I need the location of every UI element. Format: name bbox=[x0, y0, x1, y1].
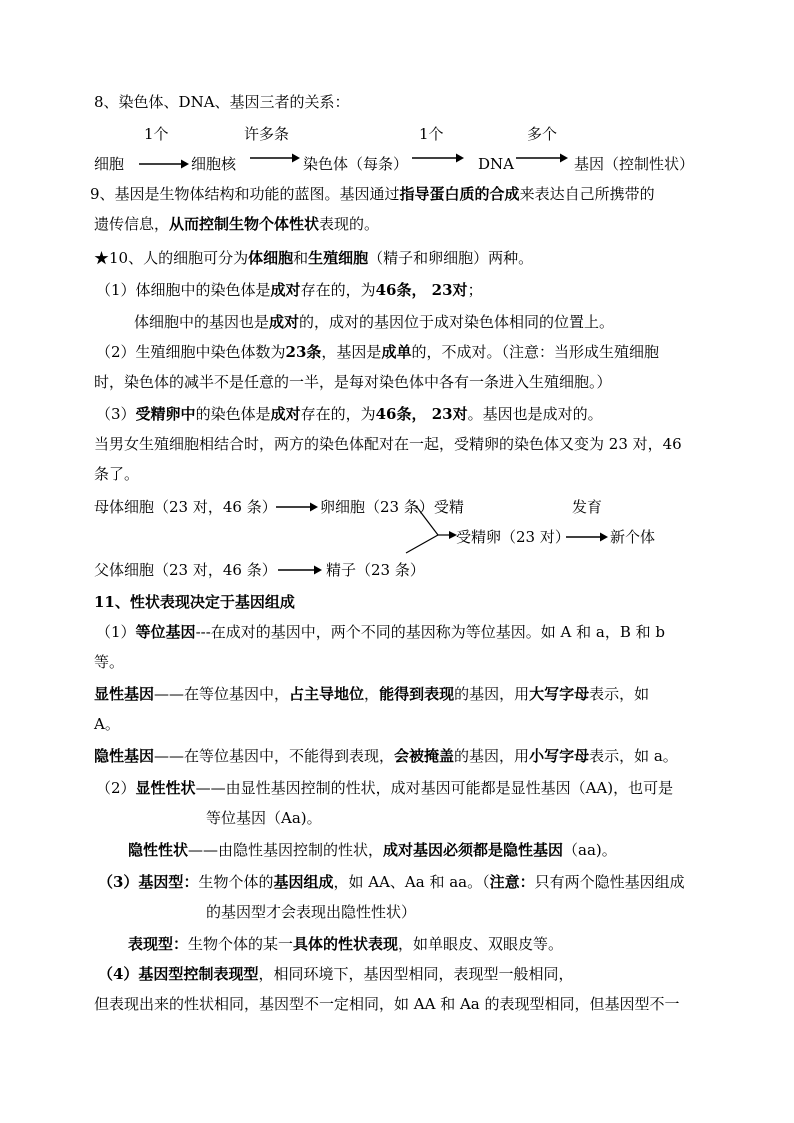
genotype-def-line-2: 的基因型才会表现出隐性性状） bbox=[206, 903, 417, 921]
dominant-trait-def-line-2: 等位基因（Aa)。 bbox=[206, 809, 322, 827]
arrow-icon bbox=[516, 151, 568, 165]
genotype-controls-phenotype-line-2: 但表现出来的性状相同，基因型不一定相同，如 AA 和 Aa 的表现型相同，但基因型不一 bbox=[94, 995, 680, 1013]
section-10-item-1-sub: 体细胞中的基因也是成对的，成对的基因位于成对染色体相同的位置上。 bbox=[134, 313, 615, 331]
recessive-trait-def: 隐性性状——由隐性基因控制的性状，成对基因必须都是隐性基因（aa)。 bbox=[128, 841, 617, 859]
new-individual: 新个体 bbox=[610, 528, 656, 546]
flow-node: 基因（控制性状） bbox=[574, 155, 695, 173]
allele-def: （1）等位基因---在成对的基因中，两个不同的基因称为等位基因。如 A 和 a，B 和 b bbox=[96, 623, 666, 641]
section-10-item-2-line-2: 时，染色体的减半不是任意的一半，是每对染色体中各有一条进入生殖细胞。） bbox=[94, 373, 612, 391]
genotype-controls-phenotype: （4）基因型控制表现型，相同环境下，基因型相同，表现型一般相同， bbox=[98, 965, 574, 983]
dominant-trait-def: （2）显性性状——由显性基因控制的性状，成对基因可能都是显性基因（AA)，也可是 bbox=[96, 779, 674, 797]
zygote: 受精卵（23 对） bbox=[456, 528, 570, 546]
sperm-cell: 精子（23 条） bbox=[326, 561, 425, 579]
arrow-icon bbox=[412, 151, 464, 165]
recessive-def: 隐性基因——在等位基因中，不能得到表现，会被掩盖的基因，用小写字母表示，如 a。 bbox=[94, 747, 678, 765]
mother-cell: 母体细胞（23 对，46 条） bbox=[94, 498, 277, 516]
section-10-item-3: （3）受精卵中的染色体是成对存在的，为46条， 23对。基因也是成对的。 bbox=[96, 405, 603, 423]
egg-cell: 卵细胞（23 条）受精 bbox=[320, 498, 464, 516]
develop-label: 发育 bbox=[572, 498, 603, 516]
flow-node: 染色体（每条） bbox=[303, 155, 409, 173]
flow-label: 1个 bbox=[144, 125, 169, 143]
flow-node: 细胞核 bbox=[191, 155, 237, 173]
section-8-title: 8、染色体、DNA、基因三者的关系： bbox=[94, 93, 350, 111]
section-11-title: 11、性状表现决定于基因组成 bbox=[94, 593, 295, 611]
father-cell: 父体细胞（23 对，46 条） bbox=[94, 561, 277, 579]
phenotype-def: 表现型：生物个体的某一具体的性状表现，如单眼皮、双眼皮等。 bbox=[128, 935, 564, 953]
section-9-line-1: 9、基因是生物体结构和功能的蓝图。基因通过指导蛋白质的合成来表达自己所携带的 bbox=[90, 185, 655, 203]
flow-label: 1个 bbox=[419, 125, 444, 143]
section-10-para-line-1: 当男女生殖细胞相结合时，两方的染色体配对在一起，受精卵的染色体又变为 23 对，46 bbox=[94, 435, 682, 453]
dominant-def: 显性基因——在等位基因中，占主导地位，能得到表现的基因，用大写字母表示，如 bbox=[94, 685, 650, 703]
flow-label: 许多条 bbox=[244, 125, 290, 143]
flow-node: DNA bbox=[478, 155, 514, 173]
section-10-para-line-2: 条了。 bbox=[94, 465, 140, 483]
flow-label: 多个 bbox=[527, 125, 558, 143]
arrow-icon bbox=[278, 563, 322, 577]
dominant-def-line-2: A。 bbox=[94, 715, 120, 733]
arrow-icon bbox=[139, 157, 189, 171]
section-10-heading: ★10、人的细胞可分为体细胞和生殖细胞（精子和卵细胞）两种。 bbox=[94, 249, 534, 267]
arrow-icon bbox=[250, 151, 300, 165]
section-10-item-2: （2）生殖细胞中染色体数为23条，基因是成单的，不成对。（注意：当形成生殖细胞 bbox=[96, 343, 659, 361]
flow-node: 细胞 bbox=[94, 155, 125, 173]
genotype-def: （3）基因型：生物个体的基因组成，如 AA、Aa 和 aa。（注意：只有两个隐性基因组成 bbox=[98, 873, 685, 891]
allele-def-line-2: 等。 bbox=[94, 653, 125, 671]
section-10-item-1: （1）体细胞中的染色体是成对存在的，为46条， 23对； bbox=[96, 281, 483, 299]
section-9-line-2: 遗传信息，从而控制生物个体性状表现的。 bbox=[94, 215, 380, 233]
arrow-icon bbox=[276, 500, 318, 514]
arrow-icon bbox=[566, 530, 608, 544]
